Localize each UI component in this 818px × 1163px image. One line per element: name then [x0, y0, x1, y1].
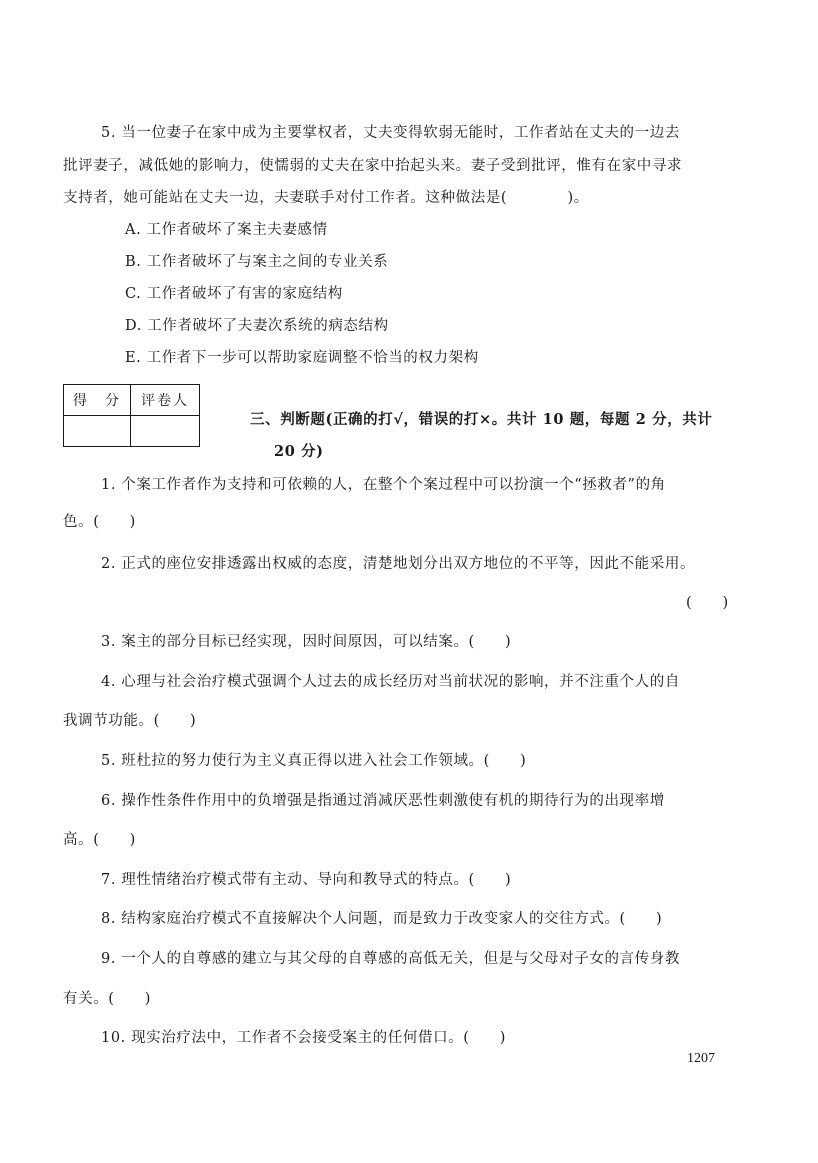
q5-option-b: B. 工作者破坏了与案主之间的专业关系 [125, 254, 389, 270]
tf-line-4: ( ) [686, 595, 729, 611]
tf-line-5: 3. 案主的部分目标已经实现，因时间原因，可以结案。( ) [101, 634, 512, 650]
tf-line-10: 高。( ) [63, 832, 136, 848]
score-label: 得 分 [64, 385, 131, 416]
tf-line-7: 我调节功能。( ) [63, 713, 197, 729]
q5-line-3: 支持者，她可能站在丈夫一边，夫妻联手对付工作者。这种做法是( )。 [63, 190, 589, 206]
q5-option-e: E. 工作者下一步可以帮助家庭调整不恰当的权力架构 [125, 350, 479, 366]
section3-heading-line-2: 20 分) [274, 443, 324, 460]
grader-cell[interactable] [131, 416, 200, 447]
tf-line-13: 9. 一个人的自尊感的建立与其父母的自尊感的高低无关，但是与父母对子女的言传身教 [101, 951, 680, 967]
tf-line-3: 2. 正式的座位安排透露出权威的态度，清楚地划分出双方地位的不平等，因此不能采用。 [101, 556, 696, 572]
page-number: 1207 [687, 1051, 715, 1066]
tf-line-12: 8. 结构家庭治疗模式不直接解决个人问题，而是致力于改变家人的交往方式。( ) [101, 911, 663, 927]
q5-option-c: C. 工作者破坏了有害的家庭结构 [125, 286, 343, 302]
q5-option-a: A. 工作者破坏了案主夫妻感情 [125, 222, 328, 238]
tf-line-8: 5. 班杜拉的努力使行为主义真正得以进入社会工作领域。( ) [101, 753, 527, 769]
q5-line-1: 5. 当一位妻子在家中成为主要掌权者，丈夫变得软弱无能时，工作者站在丈夫的一边去 [101, 125, 680, 141]
section3-heading-line-1: 三、判断题(正确的打√，错误的打×。共计 10 题，每题 2 分，共计 [250, 411, 713, 428]
grader-label: 评卷人 [131, 385, 200, 416]
score-box [63, 384, 200, 447]
tf-line-6: 4. 心理与社会治疗模式强调个人过去的成长经历对当前状况的影响，并不注重个人的自 [101, 674, 680, 690]
tf-line-1: 1. 个案工作者作为支持和可依赖的人，在整个个案过程中可以扮演一个“拯救者”的角 [101, 477, 666, 493]
q5-line-2: 批评妻子，减低她的影响力，使懦弱的丈夫在家中抬起头来。妻子受到批评，惟有在家中寻求 [63, 158, 683, 174]
tf-line-15: 10. 现实治疗法中，工作者不会接受案主的任何借口。( ) [101, 1030, 506, 1046]
tf-line-14: 有关。( ) [63, 991, 152, 1007]
score-cell[interactable] [64, 416, 131, 447]
tf-line-2: 色。( ) [63, 514, 136, 530]
q5-option-d: D. 工作者破坏了夫妻次系统的病态结构 [125, 318, 389, 334]
tf-line-11: 7. 理性情绪治疗模式带有主动、导向和教导式的特点。( ) [101, 872, 512, 888]
tf-line-9: 6. 操作性条件作用中的负增强是指通过消减厌恶性刺激使有机的期待行为的出现率增 [101, 793, 665, 809]
